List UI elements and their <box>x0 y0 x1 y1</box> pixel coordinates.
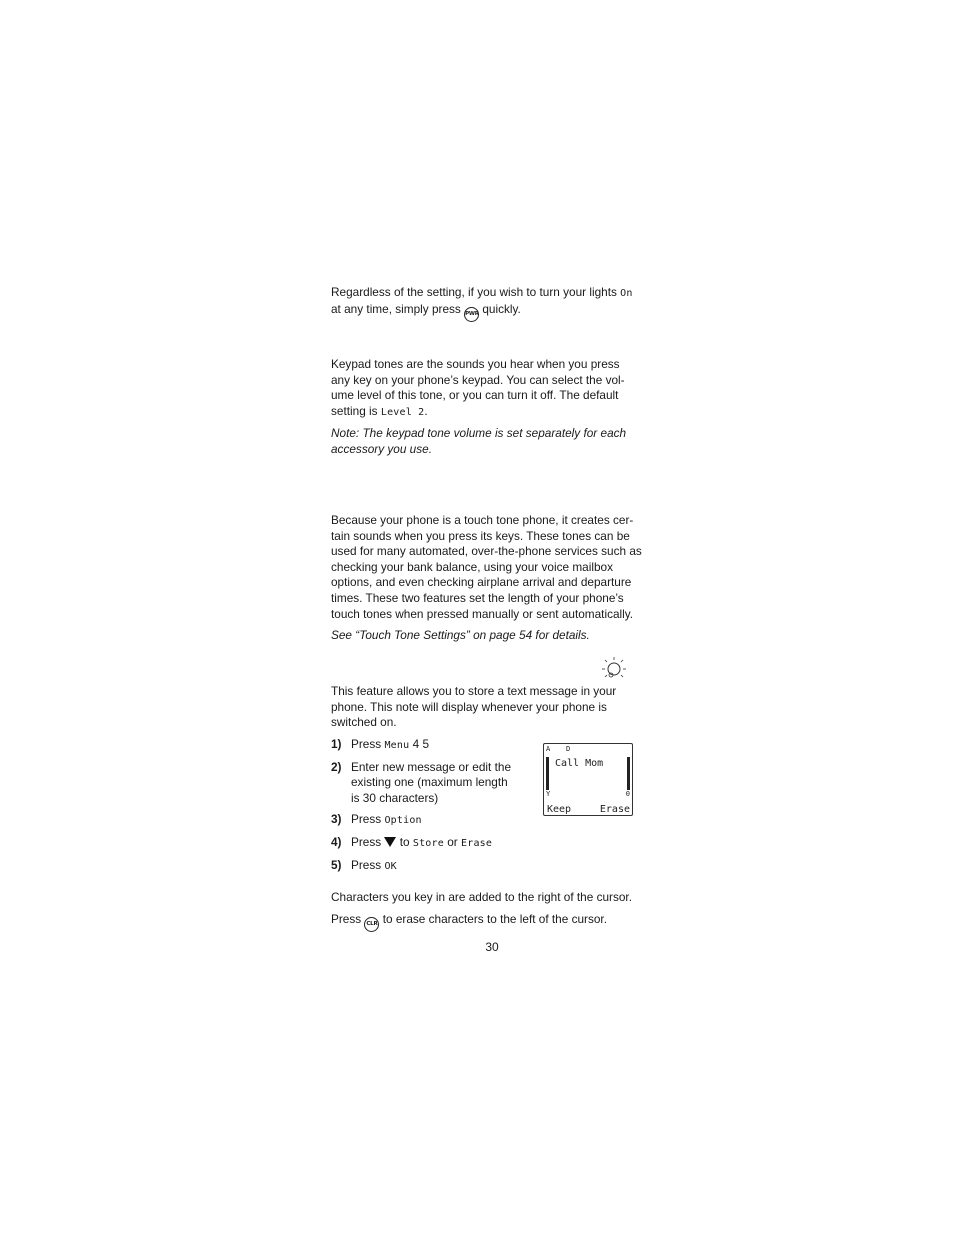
lights-text-1: Regardless of the setting, if you wish to turn your lights <box>331 285 621 299</box>
step-text: or <box>443 834 461 849</box>
lights-text-3: quickly. <box>479 301 521 316</box>
display-indicator-a: A <box>546 745 551 753</box>
keypad-paragraph <box>331 357 641 420</box>
step-number: 1) <box>331 737 342 751</box>
step-text: 4 5 <box>409 737 430 751</box>
cursor-note: Characters you key in are added to the right of the cursor. <box>331 890 632 904</box>
step-text: Press <box>351 812 385 827</box>
clr-key-icon: CLR <box>364 917 379 932</box>
softkey-keep: Keep <box>547 804 572 815</box>
page-number: 30 <box>485 940 499 954</box>
step-4 <box>331 835 531 852</box>
lights-text-2: at any time, simply press <box>331 301 465 316</box>
clr-text-2: to erase characters to the left of the cursor. <box>379 912 607 926</box>
down-arrow-icon <box>384 837 396 847</box>
step-5 <box>331 858 531 875</box>
step-number: 5) <box>331 857 342 872</box>
keypad-note: Note: The keypad tone volume is set separately for each accessory you use. <box>331 426 627 456</box>
banner-paragraph: This feature allows you to store a text message in your phone. This note will display whenever your phone is switched on. <box>331 684 617 730</box>
clr-note <box>331 912 651 932</box>
menu-key-label: Menu <box>384 740 410 751</box>
step-number: 2) <box>331 759 342 774</box>
touchtone-see-also: See “Touch Tone Settings” on page 54 for details. <box>331 628 590 642</box>
ok-key-label: OK <box>384 860 397 872</box>
phone-display <box>543 743 633 816</box>
step-text: Enter new message or edit the existing one (maximum length is 30 characters) <box>351 759 512 805</box>
display-indicator-d: D <box>566 745 571 753</box>
step-text: Press <box>351 737 385 751</box>
display-left-mark: Y <box>546 790 551 798</box>
battery-level-bar <box>627 757 630 790</box>
softkey-erase: Erase <box>599 804 630 815</box>
option-key-label: Option <box>384 815 422 827</box>
step-number: 3) <box>331 812 342 827</box>
erase-key-label: Erase <box>461 837 493 849</box>
store-key-label: Store <box>412 837 444 849</box>
banner-steps <box>331 737 531 874</box>
keypad-body-end: . <box>424 403 428 418</box>
step-text: to <box>396 834 413 849</box>
step-1 <box>331 737 531 754</box>
keypad-body: Keypad tones are the sounds you hear when you press any key on your phone’s keypad. You can select the vol-ume level of this tone, or you can turn it off. The default setting is <box>331 357 625 418</box>
display-message: Call Mom <box>555 758 604 769</box>
display-right-mark: 0 <box>625 790 630 798</box>
pwr-key-icon: PWR <box>464 307 479 322</box>
clr-text-1: Press <box>331 912 365 926</box>
step-2 <box>331 760 531 807</box>
lights-paragraph <box>331 285 651 322</box>
keypad-default-value: Level 2 <box>380 406 425 418</box>
lightbulb-icon <box>599 656 629 684</box>
step-3 <box>331 812 531 829</box>
signal-strength-bar <box>546 757 549 790</box>
step-text: Press <box>351 857 385 872</box>
on-value: On <box>620 288 633 299</box>
step-number: 4) <box>331 834 342 849</box>
touchtone-paragraph: Because your phone is a touch tone phone, it creates cer-tain sounds when you press its keys. These tones can be used for many automated, over-the-phone services such as checking your bank balance, using your voice mailbox options, and even checking airplane arrival and departure times. These two features set the length of your phone’s touch tones when pressed manually or sent automatically. <box>331 513 642 621</box>
step-text: Press <box>351 834 385 849</box>
